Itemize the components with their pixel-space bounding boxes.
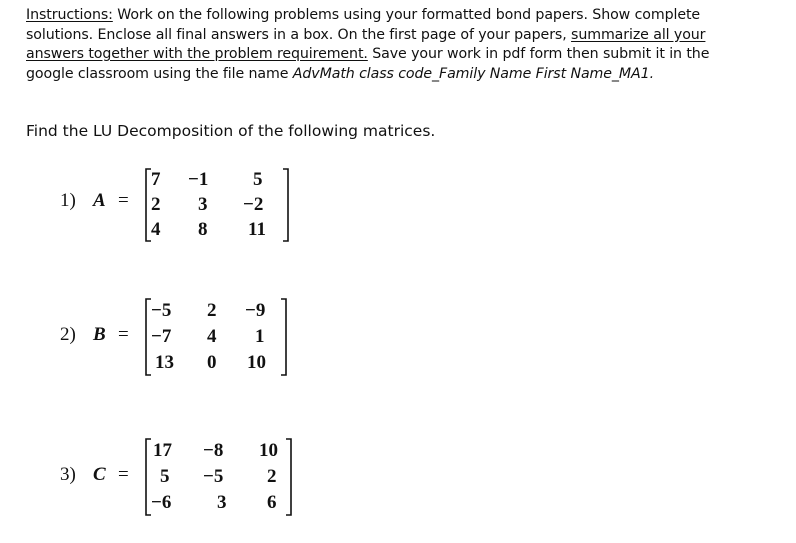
problem-number: 1) <box>60 190 76 211</box>
matrix-cell: 4 <box>151 219 161 240</box>
equals-sign: = <box>118 464 129 485</box>
matrix-cell: 13 <box>155 352 174 373</box>
matrix-cell: 1 <box>255 326 265 347</box>
matrix-cell: 7 <box>151 169 161 190</box>
matrix-cell: 11 <box>248 219 266 240</box>
matrix-variable: B <box>93 324 106 345</box>
matrix-cell: 5 <box>253 169 263 190</box>
matrix-b <box>143 297 293 377</box>
matrix-cell: −7 <box>151 326 172 347</box>
matrix-cell: 6 <box>267 492 277 513</box>
matrix-cell: −5 <box>151 300 172 321</box>
instructions-underlined: summarize all your answers together with the problem requirement. <box>26 26 706 62</box>
matrix-c <box>143 437 299 517</box>
matrix-brackets <box>143 167 293 243</box>
instructions-paragraph <box>26 6 746 84</box>
problem-prompt: Find the LU Decomposition of the following matrices. <box>26 122 436 140</box>
matrix-cell: −2 <box>243 194 264 215</box>
matrix-cell: 10 <box>259 440 278 461</box>
matrix-cell: 2 <box>207 300 217 321</box>
equals-sign: = <box>118 190 129 211</box>
matrix-cell: 8 <box>198 219 208 240</box>
matrix-cell: 10 <box>247 352 266 373</box>
instructions-label: Instructions: <box>26 7 113 23</box>
problem-number: 2) <box>60 324 76 345</box>
matrix-variable: A <box>93 190 106 211</box>
matrix-cell: 2 <box>267 466 277 487</box>
instructions-filename: AdvMath class code_Family Name First Name_MA1. <box>292 65 654 82</box>
equals-sign: = <box>118 324 129 345</box>
matrix-cell: 3 <box>217 492 227 513</box>
matrix-cell: 5 <box>160 466 170 487</box>
matrix-cell: 0 <box>207 352 217 373</box>
matrix-cell: 4 <box>207 326 217 347</box>
matrix-cell: 3 <box>198 194 208 215</box>
matrix-cell: −8 <box>203 440 224 461</box>
matrix-a <box>143 167 293 243</box>
matrix-cell: 17 <box>153 440 172 461</box>
matrix-cell: 2 <box>151 194 161 215</box>
instructions-text-1: Work on the following problems using your formatted bond papers. Show complete solutions. Enclose all final answers in a box. On the first page of your papers, <box>26 7 701 43</box>
matrix-cell: −9 <box>245 300 266 321</box>
instructions-text-2: Save your work in pdf form then submit it in the google classroom using the file name <box>26 46 710 82</box>
problem-number: 3) <box>60 464 76 485</box>
matrix-cell: −1 <box>188 169 209 190</box>
matrix-cell: −6 <box>151 492 172 513</box>
matrix-variable: C <box>93 464 106 485</box>
matrix-cell: −5 <box>203 466 224 487</box>
